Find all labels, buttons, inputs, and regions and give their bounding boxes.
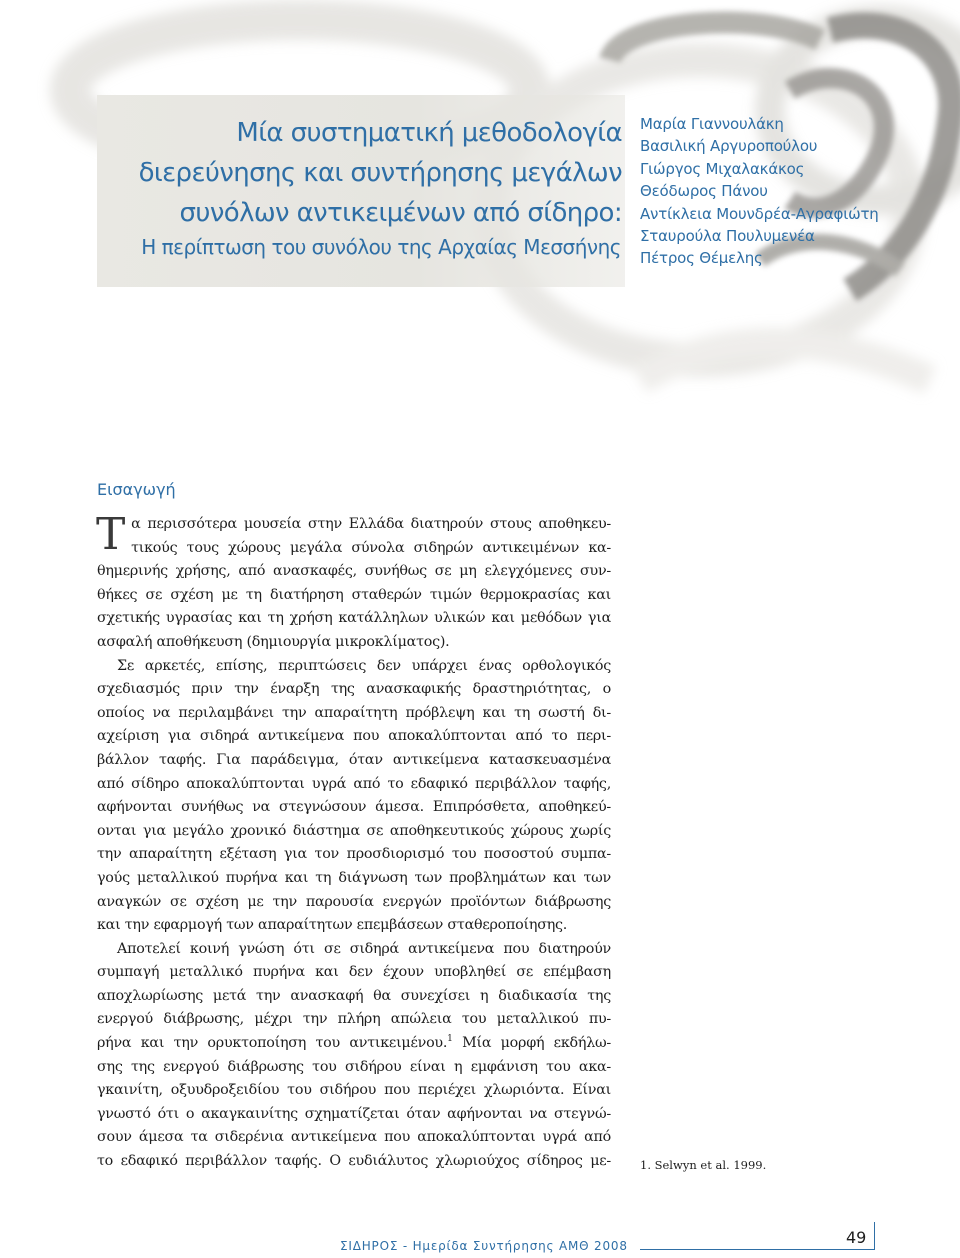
footnote-marker[interactable]: 1 [447,1034,453,1045]
text-line: γνωστό ότι ο ακαγκαινίτης σχηματίζεται όταν αφήνονται να στεγνώ- [97,1105,611,1122]
author-list [640,113,879,270]
text-line: το εδαφικό περιβάλλον ταφής. Ο ευδιάλυτος χλωριούχος σίδηρος με- [97,1153,611,1170]
text-line-with-footnote [97,1032,611,1056]
text-fragment: ρήνα και την ορυκτοποίηση του αντικειμένου. [97,1035,448,1052]
text-line: αναγκών σε σχέση με την παρουσία ενεργών προϊόντων διάβρωσης [97,893,611,910]
paper-title-line: διερεύνησης και συντήρησης μεγάλων [138,158,622,188]
author-name: Αντίκλεια Μουνδρέα-Αγραφιώτη [640,204,879,223]
text-fragment: Μία μορφή εκδήλω- [452,1035,611,1052]
author-name: Πέτρος Θέμελης [640,249,763,268]
paper-subtitle: Η περίπτωση του συνόλου της Αρχαίας Μεσσήνης [141,235,621,259]
paper-title-line: συνόλων αντικειμένων από σίδηρο: [179,198,622,228]
text-line: σχεδιασμός πριν την έναρξη της ανασκαφικής δραστηριότητας, ο [97,681,611,698]
text-line: θημερινής χρήσης, από ανασκαφές, συνήθως σε μη ελεγχόμενες συν- [97,563,611,580]
paragraph-1 [96,509,611,655]
text-line: βάλλον ταφής. Για παράδειγμα, όταν αντικείμενα κατασκευασμένα [97,751,611,768]
text-line: αχείριση για σιδηρά αντικείμενα που αποκαλύπτονται από το περι- [97,728,611,745]
text-line: γκαινίτη, οξυυδροξειδίου του σιδήρου που περιέχει χλωριόντα. Είναι [97,1082,611,1099]
author-name: Βασιλική Αργυροπούλου [640,137,818,156]
footer-rule-vertical [874,1222,875,1250]
text-line: από σίδηρο αποκαλύπτονται υγρά από το εδαφικό περιβάλλον ταφής, [97,775,611,792]
text-line: και την εφαρμογή των απαραίτητων επεμβάσεων σταθεροποίησης. [97,917,568,934]
text-line: ενεργού διάβρωσης, μέχρι την πλήρη απώλεια του μεταλλικού πυ- [97,1011,611,1028]
text-line: αποχλωρίωσης μετά την ανασκαφή θα συνεχίσει η διαδικασία της [97,987,611,1004]
author-name: Σταυρούλα Πουλυμενέα [640,227,815,246]
text-line: Σε αρκετές, επίσης, περιπτώσεις δεν υπάρχει ένας ορθολογικός [117,657,611,674]
paper-title-line: Μία συστηματική μεθοδολογία [236,118,622,148]
text-line: θήκες σε σχέση με τη διατήρηση σταθερών τιμών θερμοκρασίας και [97,586,611,603]
drop-cap: Τ [96,509,126,560]
section-heading: Εισαγωγή [97,480,176,499]
author-name: Μαρία Γιαννουλάκη [640,115,784,133]
footnote: 1. Selwyn et al. 1999. [640,1158,767,1172]
text-line: σχετικής υγρασίας και τη χρήση κατάλληλων υλικών και μεθόδων για [97,610,611,627]
text-line: α περισσότερα μουσεία στην Ελλάδα διατηρούν στους αποθηκευ- [131,516,611,532]
text-line: Αποτελεί κοινή γνώση ότι σε σιδηρά αντικείμενα που διατηρούν [117,940,611,957]
text-line: τικούς τους χώρους μεγάλα σύνολα σιδηρών αντικειμένων κα- [131,539,611,556]
text-line: αφήνονται συνήθως να στεγνώσουν άμεσα. Επιπρόσθετα, αποθηκεύ- [97,799,611,816]
author-name: Γιώργος Μιχαλακάκος [640,159,805,178]
text-line: σουν άμεσα τα σιδερένια αντικείμενα που αποκαλύπτονται υγρά από [97,1129,611,1146]
author-name: Θεόδωρος Πάνου [640,182,768,201]
text-line: γούς μεταλλικού πυρήνα και τη διάγνωση των προβλημάτων και των [97,869,611,886]
body-text [96,509,611,1174]
footer-rule [640,1249,874,1250]
text-line: συμπαγή μεταλλικό πυρήνα και δεν έχουν υποβληθεί σε επέμβαση [97,964,611,981]
text-line: σης της ενεργού διάβρωσης του σιδήρου είναι η εμφάνιση του ακα- [97,1058,611,1075]
text-line: οποίος να περιλαμβάνει την απαραίτητη πρόβλεψη και τη σωστή δι- [97,704,611,721]
text-line: ονται για μεγάλο χρονικό διάστημα σε αποθηκευτικούς χώρους χωρίς [97,822,611,839]
paragraph-2 [97,655,611,938]
paragraph-3 [97,938,611,1174]
footer-title: ΣΙΔΗΡΟΣ - Ημερίδα Συντήρησης ΑΜΘ 2008 [340,1239,628,1253]
paper-title [102,113,622,233]
page-number: 49 [846,1228,867,1247]
text-line: ασφαλή αποθήκευση (δημιουργία μικροκλίματος). [97,633,450,650]
text-line: την απαραίτητη εξέταση για τον προσδιορισμό του ποσοστού συμπα- [97,846,611,863]
